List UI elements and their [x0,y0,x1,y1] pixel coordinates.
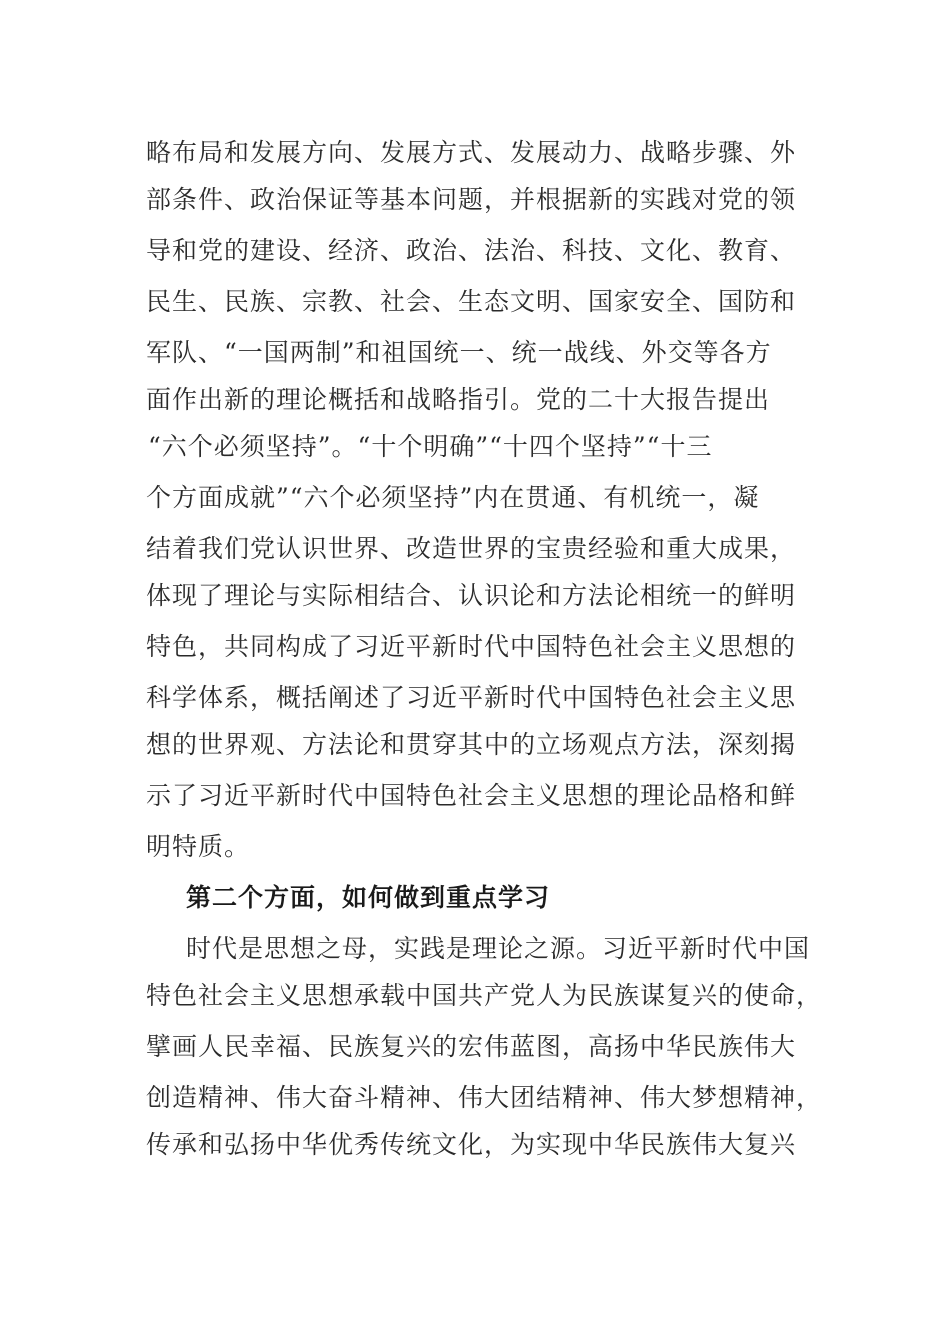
text-line: 特色社会主义思想承载中国共产党人为民族谋复兴的使命， [146,981,823,1010]
text-line: 部条件、政治保证等基本问题，并根据新的实践对党的领 [146,185,797,214]
text-line: 创造精神、伟大奋斗精神、伟大团结精神、伟大梦想精神， [146,1083,823,1112]
text-line: 民生、民族、宗教、社会、生态文明、国家安全、国防和 [146,287,797,316]
text-line: 特色，共同构成了习近平新时代中国特色社会主义思想的 [146,632,797,661]
text-line: 略布局和发展方向、发展方式、发展动力、战略步骤、外 [146,138,797,167]
text-line: “六个必须坚持”。“十个明确”“十四个坚持”“十三 [148,432,713,461]
text-line: 时代是思想之母，实践是理论之源。习近平新时代中国 [186,934,811,963]
text-line: 军队、“一国两制”和祖国统一、统一战线、外交等各方 [146,338,772,367]
text-line: 传承和弘扬中华优秀传统文化，为实现中华民族伟大复兴 [146,1130,797,1159]
text-line: 导和党的建设、经济、政治、法治、科技、文化、教育、 [146,236,797,265]
text-line: 示了习近平新时代中国特色社会主义思想的理论品格和鲜 [146,781,797,810]
text-line: 体现了理论与实际相结合、认识论和方法论相统一的鲜明 [146,581,797,610]
text-line: 结着我们党认识世界、改造世界的宝贵经验和重大成果， [146,534,797,563]
text-line: 擘画人民幸福、民族复兴的宏伟蓝图，高扬中华民族伟大 [146,1032,797,1061]
text-line: 个方面成就”“六个必须坚持”内在贯通、有机统一，凝 [146,483,760,512]
section-heading: 第二个方面，如何做到重点学习 [186,883,551,912]
text-line: 科学体系，概括阐述了习近平新时代中国特色社会主义思 [146,683,797,712]
text-line: 明特质。 [146,832,251,861]
text-line: 面作出新的理论概括和战略指引。党的二十大报告提出 [146,385,771,414]
text-line: 想的世界观、方法论和贯穿其中的立场观点方法，深刻揭 [146,730,797,759]
